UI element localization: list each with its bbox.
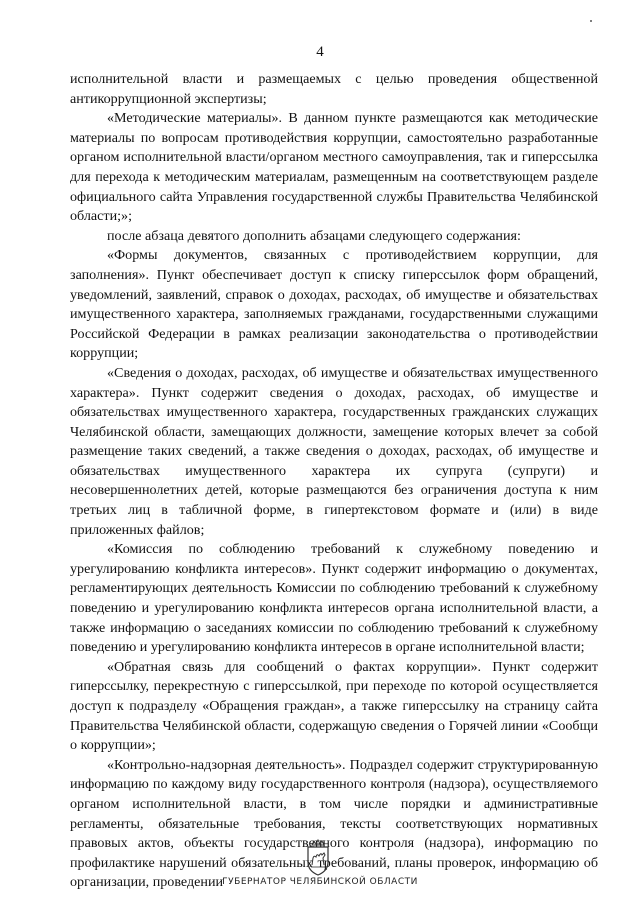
paragraph: «Методические материалы». В данном пункте размещаются как методические материалы по вопросам противодействия коррупции, самостоятельно разработанные органом исполнительной власти/органом местного самоуправления, так и гиперссылка для перехода к методическим материалам, размещенным на соответствующем разделе официального сайта Управления государственной службы Правительства Челябинской области;»; [70,110,598,225]
paragraph: «Обратная связь для сообщений о фактах коррупции». Пункт содержит гиперссылку, перекрестную с гиперссылкой, при переходе по которой осуществляется доступ к подразделу «Обращения граждан», а также гиперссылку на страницу сайта Правительства Челябинской области, содержащую сведения о Горячей линии «Сообщи о коррупции»; [70,658,598,754]
document-body [70,70,598,893]
page-number: 4 [316,44,324,60]
chelyabinsk-coat-of-arms-icon [303,838,333,878]
paragraph: «Сведения о доходах, расходах, об имуществе и обязательствах имущественного характера». Пункт содержит сведения о доходах, расходах, об имуществе и обязательствах имущественного характера, государственных гражданских служащих Челябинской области, замещающих должности, замещение которых влечет за собой размещение таких сведений, а также сведения о доходах, расходах, об имуществе и обязательствах имущественного характера их супруга (супруги) и несовершеннолетних детей, которые размещаются без ограничения доступа к ним третьих лиц в табличной форме, в гипертекстовом формате и (или) в виде приложенных файлов; [70,364,598,538]
paragraph: «Контрольно-надзорная деятельность». Подраздел содержит структурированную информацию по каждому виду государственного контроля (надзора), осуществляемого органом исполнительной власти, в том числе порядки и административные регламенты, обязательные требования, тексты соответствующих нормативных правовых актов, объекты государственного контроля (надзора), информацию по профилактике нарушений обязательных требований, планы проверок, информацию об организации, проведении [70,756,598,891]
paragraph: после абзаца девятого дополнить абзацами следующего содержания: [107,227,521,244]
paragraph: исполнительной власти и размещаемых с целью проведения общественной антикоррупционной экспертизы; [70,71,598,107]
scan-speck [590,20,592,22]
paragraph: «Формы документов, связанных с противодействием коррупции, для заполнения». Пункт обеспечивает доступ к списку гиперссылок форм обращений, уведомлений, заявлений, справок о доходах, расходах, об имуществе и обязательствах имущественного характера, заполняемых гражданами, государственными служащими Российской Федерации в рамках реализации законодательства о противодействии коррупции; [70,247,598,362]
footer-governor-label: ГУБЕРНАТОР ЧЕЛЯБИНСКОЙ ОБЛАСТИ [222,877,418,887]
paragraph: «Комиссия по соблюдению требований к служебному поведению и урегулированию конфликта интересов». Пункт содержит информацию о документах, регламентирующих деятельность Комиссии по соблюдению требований к служебному поведению и урегулированию конфликта интересов органа исполнительной власти, а также информацию о заседаниях комиссии по соблюдению требований к служебному поведению и урегулированию конфликта интересов в органе исполнительной власти; [70,541,598,656]
